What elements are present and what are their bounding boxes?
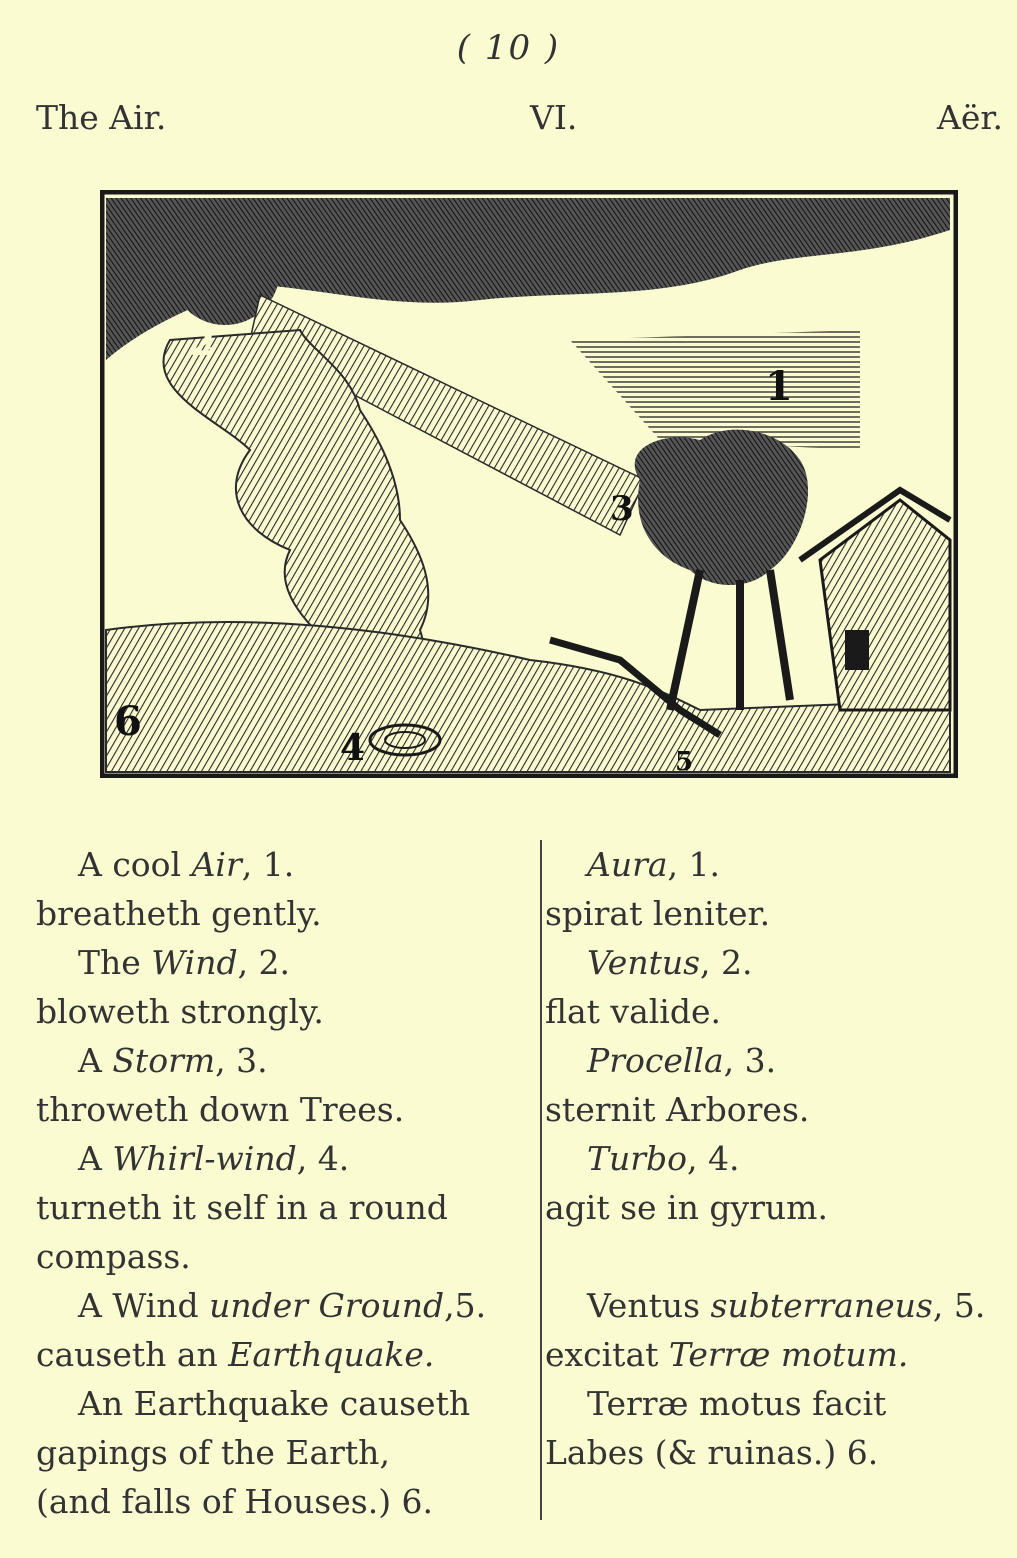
- latin-line-11: excitat Terræ motum.: [545, 1335, 909, 1374]
- latin-line-5: Procella, 3.: [587, 1041, 777, 1080]
- header-english-title: The Air.: [36, 98, 167, 137]
- english-line-3: The Wind, 2.: [78, 943, 291, 982]
- english-line-11: causeth an Earthquake.: [36, 1335, 435, 1374]
- english-line-13: gapings of the Earth,: [36, 1433, 390, 1472]
- english-line-6: throweth down Trees.: [36, 1090, 405, 1129]
- latin-line-7: Turbo, 4.: [587, 1139, 740, 1178]
- latin-line-3: Ventus, 2.: [587, 943, 753, 982]
- english-line-9: compass.: [36, 1237, 191, 1276]
- english-line-12: An Earthquake causeth: [78, 1384, 471, 1423]
- label-2: 2: [190, 322, 216, 364]
- column-divider: [540, 840, 542, 1520]
- english-line-7: A Whirl-wind, 4.: [78, 1139, 350, 1178]
- english-line-14: (and falls of Houses.) 6.: [36, 1482, 434, 1521]
- label-1: 1: [765, 363, 793, 410]
- english-line-8: turneth it self in a round: [36, 1188, 448, 1227]
- latin-line-10: Ventus subterraneus, 5.: [587, 1286, 986, 1325]
- label-6: 6: [114, 698, 142, 745]
- english-column: [36, 840, 536, 1526]
- latin-line-6: sternit Arbores.: [545, 1090, 810, 1129]
- latin-column: [545, 840, 1015, 1477]
- label-3: 3: [610, 489, 634, 529]
- english-line-5: A Storm, 3.: [78, 1041, 268, 1080]
- latin-line-12: Terræ motus facit: [587, 1384, 887, 1423]
- label-5: 5: [675, 747, 694, 777]
- header-latin-title: Aër.: [937, 98, 1003, 137]
- page-number: ( 10 ): [456, 28, 561, 68]
- label-4: 4: [340, 727, 366, 769]
- woodcut-illustration: [100, 190, 958, 778]
- english-line-10: A Wind under Ground,5.: [78, 1286, 487, 1325]
- latin-spacer: [545, 1232, 1015, 1281]
- header-chapter-number: VI.: [530, 98, 578, 137]
- english-line-4: bloweth strongly.: [36, 992, 324, 1031]
- latin-line-8: agit se in gyrum.: [545, 1188, 828, 1227]
- english-line-1: A cool Air, 1.: [78, 845, 295, 884]
- english-line-2: breatheth gently.: [36, 894, 322, 933]
- latin-line-13: Labes (& ruinas.) 6.: [545, 1433, 879, 1472]
- latin-line-4: flat valide.: [545, 992, 722, 1031]
- latin-line-2: spirat leniter.: [545, 894, 771, 933]
- latin-line-1: Aura, 1.: [587, 845, 721, 884]
